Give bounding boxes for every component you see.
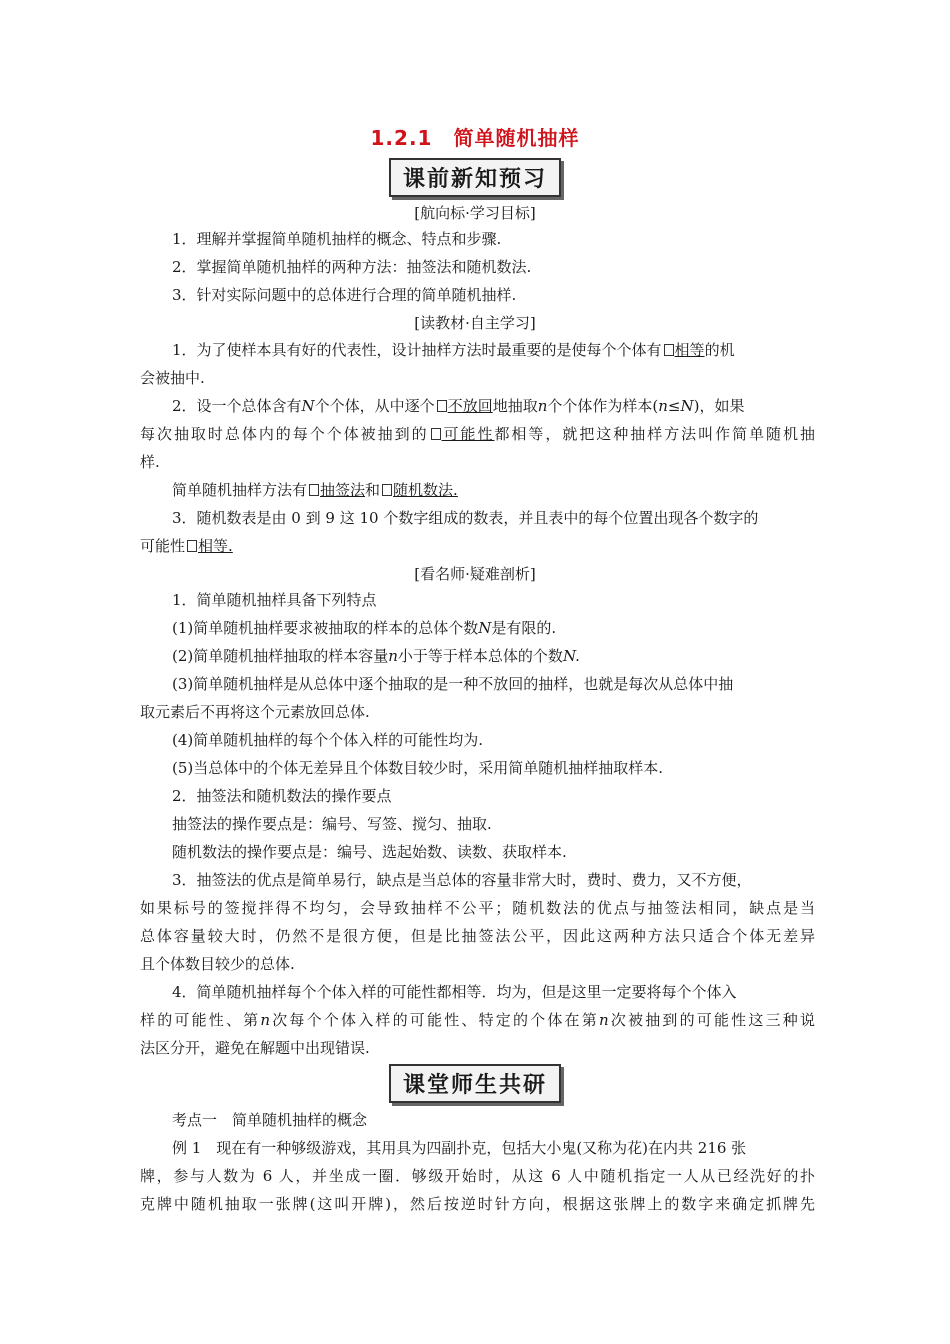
reading-3-line2: 可能性 相等. xyxy=(140,537,233,555)
example-1-line2: 牌，参与人数为 6 人，并坐成一圈．够级开始时，从这 6 人中随机指定一人从已经洗好的扑 xyxy=(140,1167,815,1185)
reading-3-line1: 3．随机数表是由 0 到 9 这 10 个数字组成的数表，并且表中的每个位置出现各个数字的 xyxy=(172,509,759,527)
reading-2-methods: 简单随机抽样方法有 抽签法和 随机数法. xyxy=(172,481,458,499)
blank-box-icon xyxy=(309,484,319,496)
answer-blank: 相等 xyxy=(674,341,705,359)
point-1-item-5: (5)当总体中的个体无差异且个体数目较少时，采用简单随机抽样抽取样本. xyxy=(172,759,664,777)
blank-box-icon xyxy=(382,484,392,496)
point-1-item-2: (2)简单随机抽样抽取的样本容量n小于等于样本总体的个数N. xyxy=(172,647,580,665)
point-1-item-4: (4)简单随机抽样的每个个体入样的可能性均为. xyxy=(172,731,484,749)
lesson-title: 1.2.1 简单随机抽样 xyxy=(370,126,580,150)
topic-1-heading: 考点一 简单随机抽样的概念 xyxy=(172,1111,368,1129)
section-heading-reading: [读教材·自主学习] xyxy=(414,314,536,332)
point-2-heading: 2．抽签法和随机数法的操作要点 xyxy=(172,787,392,805)
answer-blank: 可能性 xyxy=(441,425,495,443)
answer-blank: 抽签法 xyxy=(320,481,366,499)
answer-blank: 不放回 xyxy=(447,397,493,415)
point-4-line2: 样的可能性、第n次每个个体入样的可能性、特定的个体在第n次被抽到的可能性这三种说 xyxy=(140,1011,815,1029)
blank-box-icon xyxy=(431,428,441,440)
blank-box-icon xyxy=(437,400,447,412)
point-1-item-3-line1: (3)简单随机抽样是从总体中逐个抽取的是一种不放回的抽样，也就是每次从总体中抽 xyxy=(172,675,734,693)
point-1-item-3-line2: 取元素后不再将这个元素放回总体. xyxy=(140,703,370,721)
example-1-line3: 克牌中随机抽取一张牌(这叫开牌)，然后按逆时针方向，根据这张牌上的数字来确定抓牌先 xyxy=(140,1195,815,1213)
reading-2-line3: 样. xyxy=(140,453,160,471)
section-heading-analysis: [看名师·疑难剖析] xyxy=(414,565,536,583)
point-3-line3: 总体容量较大时，仍然不是很方便，但是比抽签法公平，因此这两种方法只适合个体无差异 xyxy=(140,927,815,945)
goal-3: 3．针对实际问题中的总体进行合理的简单随机抽样. xyxy=(172,286,517,304)
blank-box-icon xyxy=(187,540,197,552)
point-2-lottery: 抽签法的操作要点是：编号、写签、搅匀、抽取. xyxy=(172,815,492,833)
point-1-item-1: (1)简单随机抽样要求被抽取的样本的总体个数N是有限的. xyxy=(172,619,557,637)
goal-2: 2．掌握简单随机抽样的两种方法：抽签法和随机数法. xyxy=(172,258,532,276)
goal-1: 1．理解并掌握简单随机抽样的概念、特点和步骤. xyxy=(172,230,502,248)
answer-blank: 随机数法. xyxy=(393,481,458,499)
reading-2-line2: 每次抽取时总体内的每个个体被抽到的 可能性都相等，就把这种抽样方法叫作简单随机抽 xyxy=(140,425,815,443)
answer-blank: 相等. xyxy=(198,537,233,555)
section-banner-preview: 课前新知预习 xyxy=(389,158,561,197)
point-4-line1: 4．简单随机抽样每个个体入样的可能性都相等．均为，但是这里一定要将每个个体入 xyxy=(172,983,737,1001)
reading-2-line1: 2．设一个总体含有N个个体，从中逐个 不放回地抽取n个个体作为样本(n≤N)，如果 xyxy=(172,397,745,415)
point-2-random-number: 随机数法的操作要点是：编号、选起始数、读数、获取样本. xyxy=(172,843,567,861)
reading-1-line1: 1．为了使样本具有好的代表性，设计抽样方法时最重要的是使每个个体有 相等的机 xyxy=(172,341,735,359)
point-3-line1: 3．抽签法的优点是简单易行，缺点是当总体的容量非常大时，费时、费力，又不方便， xyxy=(172,871,752,889)
point-3-line4: 且个体数目较少的总体. xyxy=(140,955,295,973)
reading-1-line2: 会被抽中. xyxy=(140,369,205,387)
point-3-line2: 如果标号的签搅拌得不均匀，会导致抽样不公平；随机数法的优点与抽签法相同，缺点是当 xyxy=(140,899,815,917)
point-1-heading: 1．简单随机抽样具备下列特点 xyxy=(172,591,377,609)
example-1-line1: 例 1 现在有一种够级游戏，其用具为四副扑克，包括大小鬼(又称为花)在内共 216 张 xyxy=(172,1139,747,1157)
section-banner-classroom: 课堂师生共研 xyxy=(389,1064,561,1103)
section-heading-goals: [航向标·学习目标] xyxy=(414,204,536,222)
point-4-line3: 法区分开，避免在解题中出现错误. xyxy=(140,1039,370,1057)
blank-box-icon xyxy=(664,344,674,356)
